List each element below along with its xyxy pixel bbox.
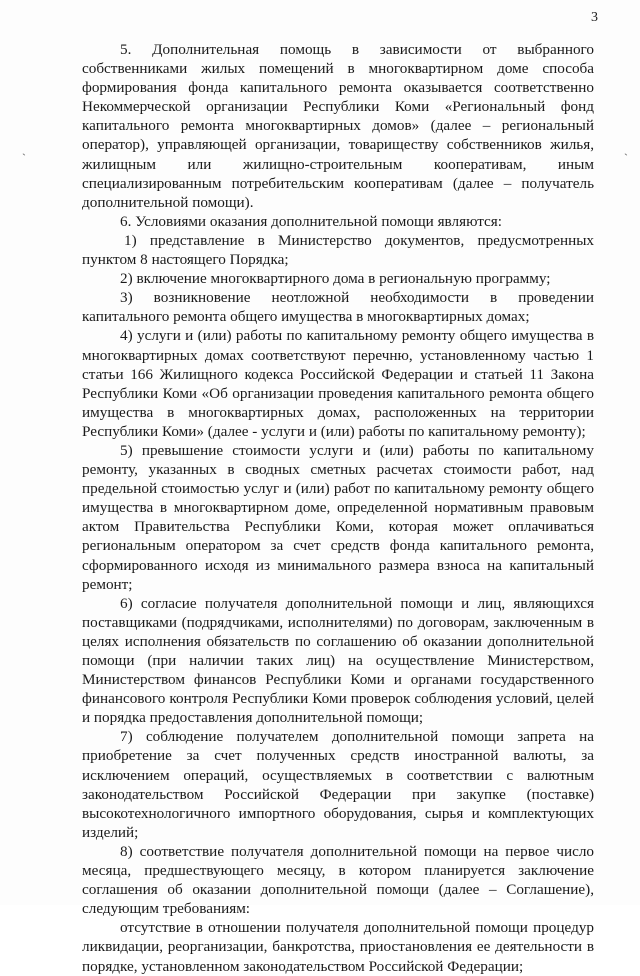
condition-8: 8) соответствие получателя дополнительной помощи на первое число месяца, предшествующего месяцу, в котором планируется заключение соглашения об оказании дополнительной помощи (далее – Соглашение), следующим требованиям: bbox=[82, 842, 594, 918]
document-body bbox=[82, 40, 594, 976]
condition-6: 6) согласие получателя дополнительной помощи и лиц, являющихся поставщиками (подрядчиками, исполнителями) по договорам, заключенным в целях исполнения обязательств по соглашению об оказании дополнительной помощи (при наличии таких лиц) на осуществление Министерством, Министерством финансов Республики Коми и органами государственного финансового контроля Республики Коми проверок соблюдения условий, целей и порядка предоставления дополнительной помощи; bbox=[82, 594, 594, 727]
margin-mark-right: ` bbox=[624, 151, 628, 165]
paragraph-5: 5. Дополнительная помощь в зависимости от выбранного собственниками жилых помещений в многоквартирном доме способа формирования фонда капитального ремонта оказывается соответственно Некоммерческой организации Республики Коми «Региональный фонд капитального ремонта многоквартирных домов» (далее – региональный оператор), управляющей организации, товариществу собственников жилья, жилищным или жилищно-строительным кооперативам, иным специализированным потребительским кооперативам (далее – получатель дополнительной помощи). bbox=[82, 41, 594, 211]
condition-3: 3) возникновение неотложной необходимости в проведении капитального ремонта общего имущества в многоквартирных домах; bbox=[82, 289, 594, 326]
condition-7: 7) соблюдение получателем дополнительной помощи запрета на приобретение за счет полученных средств иностранной валюты, за исключением операций, осуществляемых в соответствии с валютным законодательством Российской Федерации при закупке (поставке) высокотехнологичного импортного оборудования, сырья и комплектующих изделий; bbox=[82, 728, 594, 841]
page-number: 3 bbox=[591, 10, 598, 25]
condition-2: 2) включение многоквартирного дома в региональную программу; bbox=[120, 270, 551, 288]
paragraph-6-heading: 6. Условиями оказания дополнительной помощи являются: bbox=[120, 212, 503, 230]
margin-mark-left: ` bbox=[22, 151, 26, 165]
condition-5: 5) превышение стоимости услуги и (или) работы по капитальному ремонту, указанных в сводных сметных расчетах стоимости работ, над предельной стоимостью услуг и (или) работ по капитальному ремонту общего имущества в многоквартирном доме, определенной нормативным правовым актом Правительства Республики Коми, которая может оплачиваться региональным оператором за счет средств фонда капитального ремонта, сформированного исходя из минимального размера взноса на капитальный ремонт; bbox=[82, 441, 594, 593]
condition-1: 1) представление в Министерство документов, предусмотренных пунктом 8 настоящего Порядка; bbox=[82, 231, 594, 269]
condition-4: 4) услуги и (или) работы по капитальному ремонту общего имущества в многоквартирных домах соответствуют перечню, установленному частью 1 статьи 166 Жилищного кодекса Российской Федерации и статьей 11 Закона Республики Коми «Об организации проведения капитального ремонта общего имущества в многоквартирных домах, расположенных на территории Республики Коми» (далее - услуги и (или) работы по капитальному ремонту); bbox=[82, 327, 594, 440]
condition-8-requirement: отсутствие в отношении получателя дополнительной помощи процедур ликвидации, реорганизации, банкротства, приостановления ее деятельности в порядке, установленном законодательством Российской Федерации; bbox=[82, 919, 594, 975]
